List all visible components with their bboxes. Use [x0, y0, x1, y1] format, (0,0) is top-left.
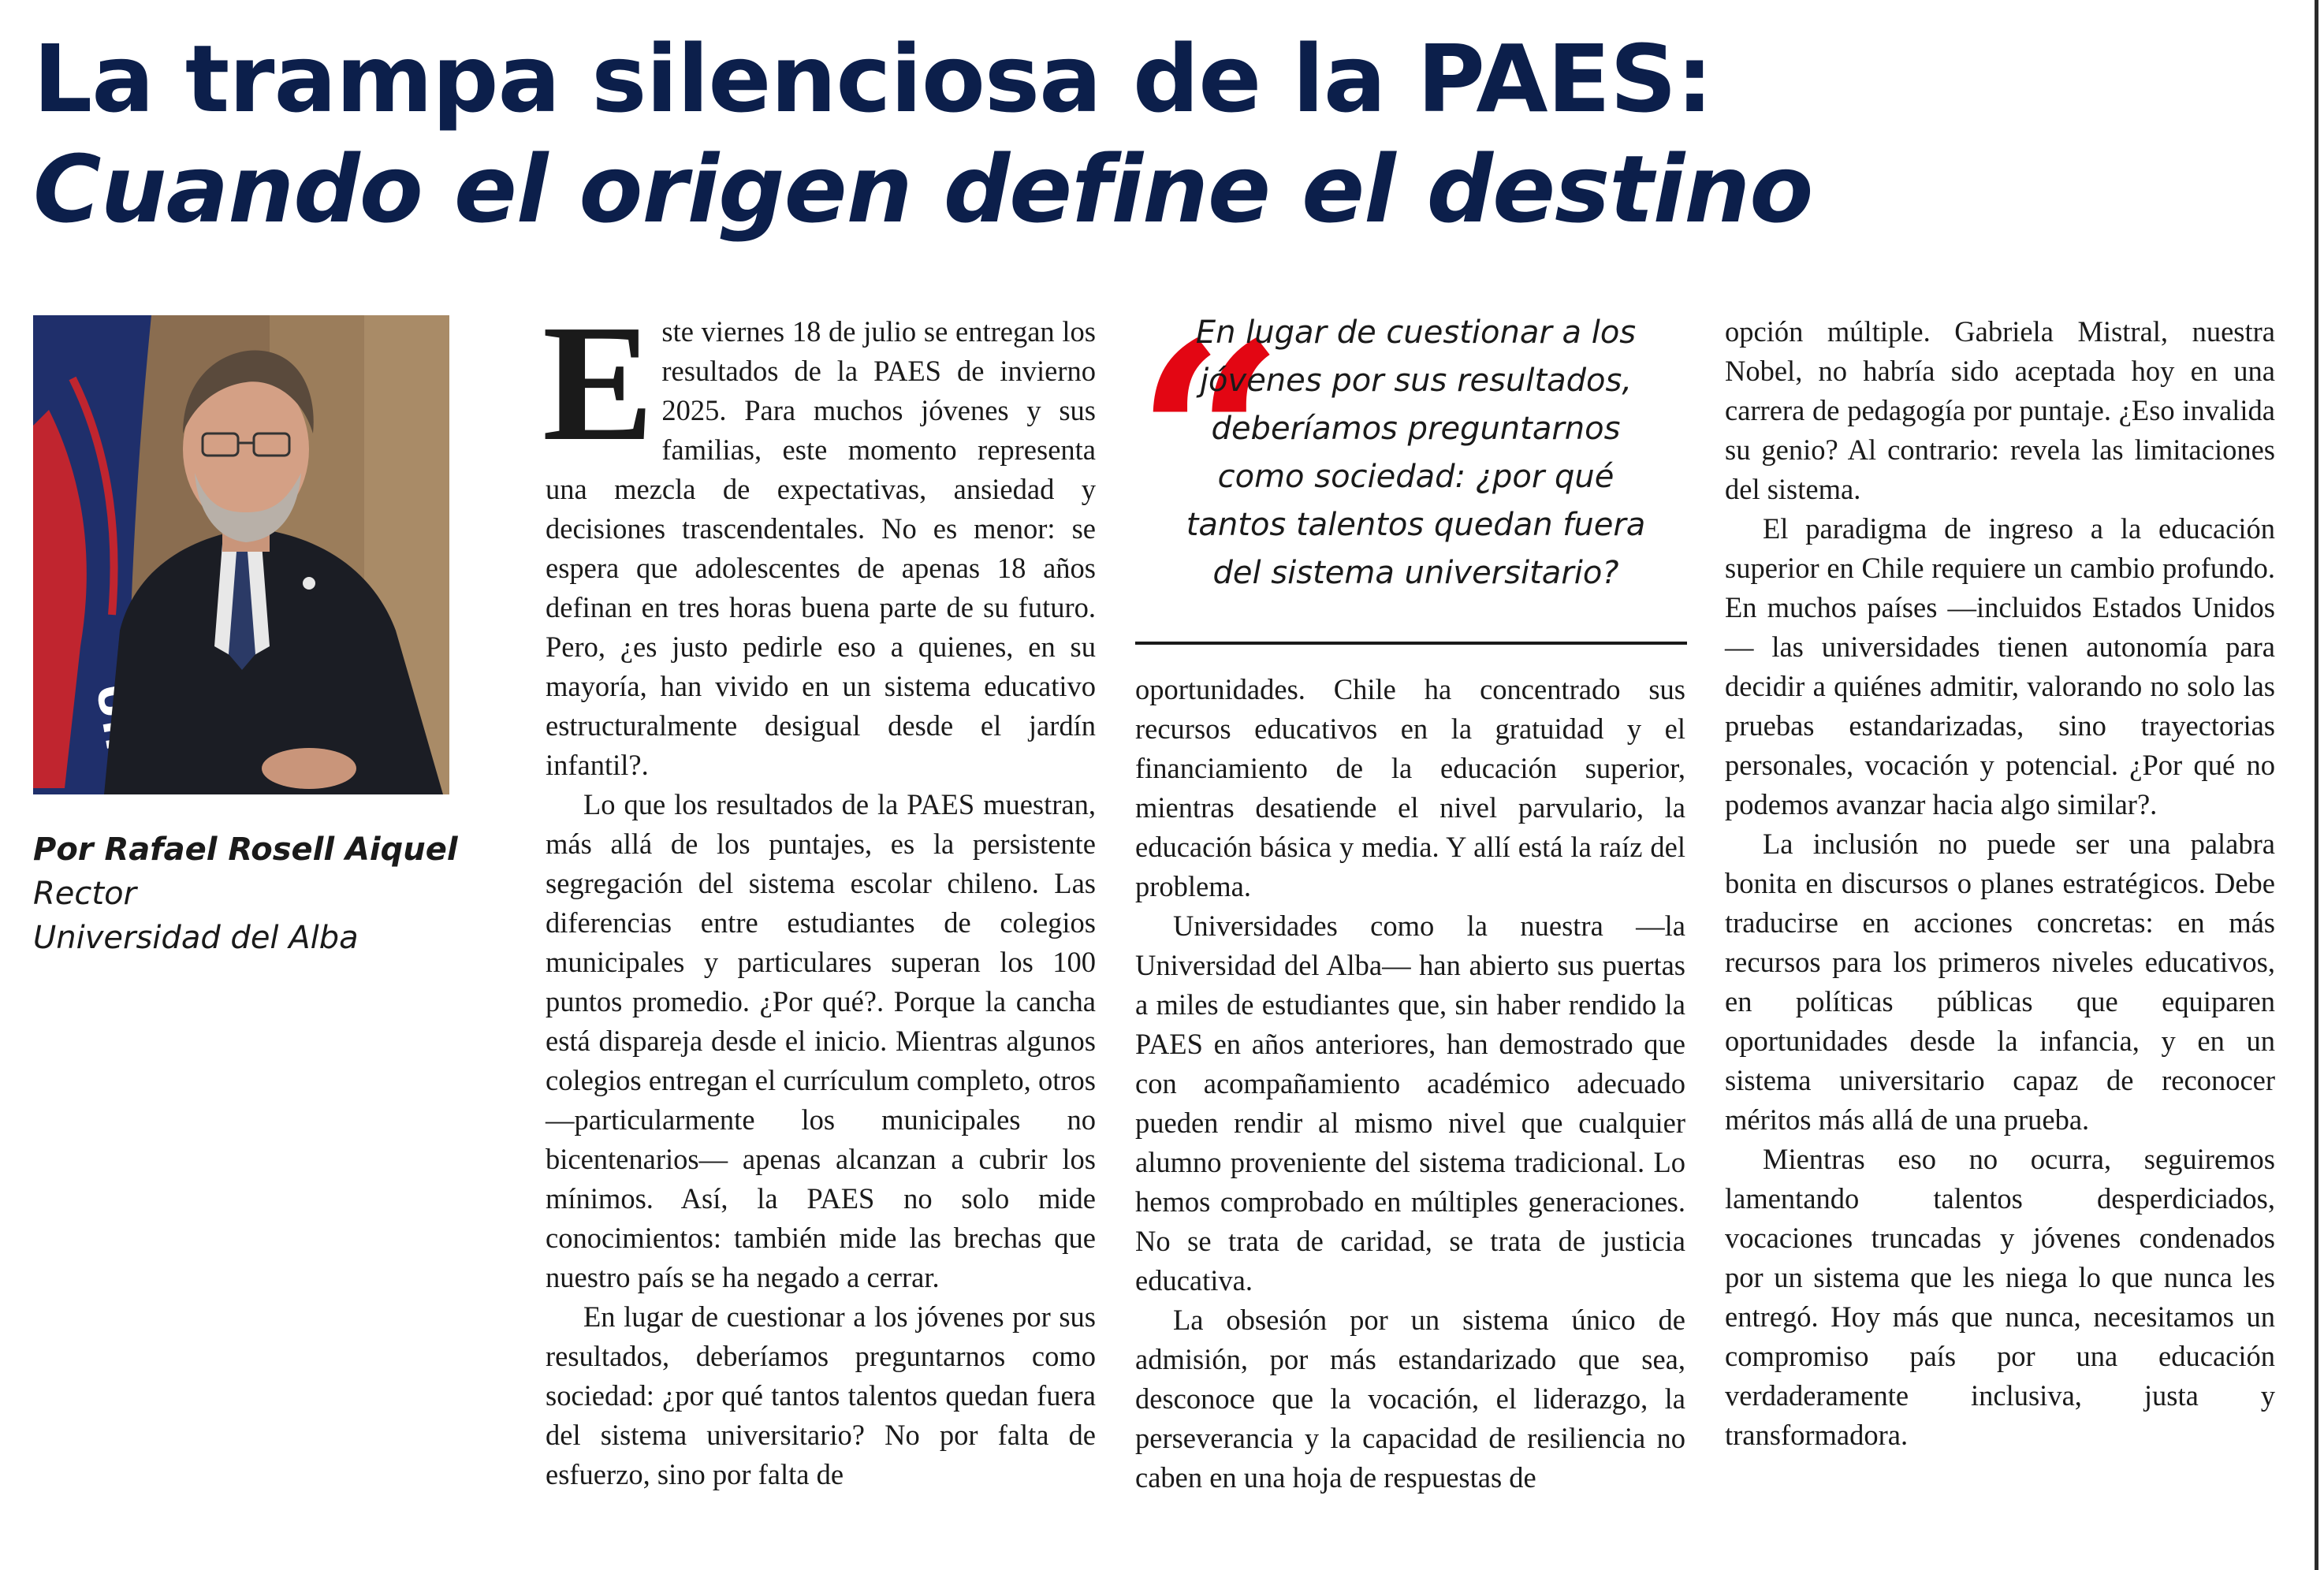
article-paragraph: Universidades como la nuestra —la Universidad del Alba— han abierto sus puertas a miles de estudiantes que, sin haber rendido la PAES en años anteriores, han demostrado que con acompañamiento académico adecuado pueden rendir al mismo nivel que cualquier alumno proveniente del sistema tradicional. Lo hemos comprobado en múltiples generaciones. No se trata de caridad, se trata de justicia educativa.	[1135, 910, 1685, 1297]
article-paragraph: Lo que los resultados de la PAES muestran, más allá de los puntajes, es la persistente segregación del sistema escolar chileno. Las diferencias entre estudiantes de colegios municipales y particulares superan los 100 puntos promedio. ¿Por qué?. Porque la cancha está dispareja desde el inicio. Mientras algunos colegios entregan el currículum completo, otros —particularmente los municipales no bicentenarios— apenas alcanzan a cubrir los mínimos. Así, la PAES no solo mide conocimientos: también mide las brechas que nuestro país se ha negado a cerrar.	[546, 788, 1096, 1293]
article-paragraph: La inclusión no puede ser una palabra bonita en discursos o planes estratégicos. Debe traducirse en acciones concretas: en más recursos para los primeros niveles educativos, en políticas públicas que equiparen oportunidades desde la infancia, y en un sistema universitario capaz de reconocer méritos más allá de una prueba.	[1725, 828, 2275, 1136]
article-headline	[33, 24, 2288, 244]
drop-cap: E	[542, 290, 654, 475]
article-paragraph: La obsesión por un sistema único de admisión, por más estandarizado que sea, desconoce que la vocación, el liderazgo, la perseverancia y la capacidad de resiliencia no caben en una hoja de respuestas de	[1135, 1304, 1685, 1494]
article-paragraph: Mientras eso no ocurra, seguiremos lamentando talentos desperdiciados, vocaciones truncadas y jóvenes condenados por un sistema que les niega lo que nunca les entregó. Hoy más que nunca, necesitamos un compromiso país por una educación verdaderamente inclusiva, justa y transformadora.	[1725, 1143, 2275, 1451]
author-role: Rector	[33, 876, 136, 912]
byline	[33, 828, 459, 960]
article-paragraph: opción múltiple. Gabriela Mistral, nuestra Nobel, no habría sido aceptada hoy en una carrera de pedagogía por puntaje. ¿Eso invalida su genio? Al contrario: revela las limitaciones del sistema.	[1725, 315, 2275, 505]
article-paragraph: El paradigma de ingreso a la educación superior en Chile requiere un cambio profundo. En muchos países —incluidos Estados Unidos— las universidades tienen autonomía para decidir a quiénes admitir, valorando no solo las pruebas estandarizadas, sino trayectorias personales, vocación y potencial. ¿Por qué no podemos avanzar hacia algo similar?.	[1725, 512, 2275, 820]
pull-quote-text: En lugar de cuestionar a los jóvenes por sus resultados, deberíamos preguntarnos como sociedad: ¿por qué tantos talentos quedan fuera del sistema universitario?	[1186, 314, 1646, 591]
author-photo	[33, 315, 449, 794]
article-column-1	[542, 290, 1096, 1494]
author-name: Por Rafael Rosell Aiquel	[33, 832, 458, 868]
author-institution: Universidad del Alba	[33, 920, 359, 956]
pull-quote	[1135, 286, 1687, 648]
headline-subtitle: Cuando el origen define el destino	[33, 135, 1813, 244]
pull-quote-divider	[1135, 642, 1687, 645]
article-paragraph: En lugar de cuestionar a los jóvenes por sus resultados, deberíamos preguntarnos como sociedad: ¿por qué tantos talentos quedan fuera del sistema universitario? No por falta de esfuerzo, sino por falta de	[546, 1300, 1096, 1490]
article-paragraph: Este viernes 18 de julio se entregan los resultados de la PAES de invierno 2025. Para muchos jóvenes y sus familias, este momento representa una mezcla de expectativas, ansiedad y decisiones trascendentales. No es menor: se espera que adolescentes de apenas 18 años definan en tres horas buena parte de su futuro. Pero, ¿es justo pedirle eso a quienes, en su mayoría, han vivido en un sistema educativo estructuralmente desigual desde el jardín infantil?.	[542, 290, 1096, 781]
article-paragraph: oportunidades. Chile ha concentrado sus recursos educativos en la gratuidad y el financiamiento de la educación superior, mientras desatiende el nivel parvulario, la educación básica y media. Y allí está la raíz del problema.	[1135, 673, 1685, 902]
quote-mark-icon: “	[1135, 286, 1253, 592]
article-column-2	[1135, 670, 1685, 1497]
article-column-3	[1725, 312, 2275, 1455]
page-edge-rule	[2315, 0, 2318, 1570]
headline-title: La trampa silenciosa de la PAES:	[33, 24, 1713, 133]
